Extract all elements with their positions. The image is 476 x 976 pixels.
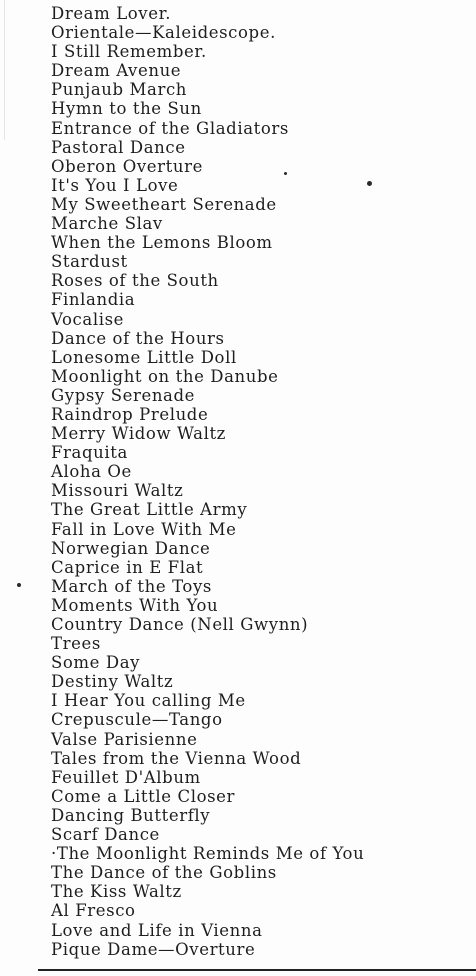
list-item: Orientale—Kaleidescope. [51, 23, 276, 43]
list-item: Trees [51, 634, 101, 654]
list-item: Pastoral Dance [51, 137, 186, 157]
list-item: Missouri Waltz [51, 481, 184, 501]
list-item: The Great Little Army [51, 500, 248, 520]
list-item: Gypsy Serenade [51, 385, 196, 405]
list-item: Dancing Butterfly [51, 805, 211, 825]
list-item: The Kiss Waltz [51, 882, 182, 902]
music-title-list [51, 4, 364, 959]
list-item: Come a Little Closer [51, 786, 236, 806]
list-item: I Still Remember. [51, 42, 207, 62]
list-item: March of the Toys [51, 576, 212, 596]
list-item: Oberon Overture [51, 156, 203, 176]
list-item: Merry Widow Waltz [51, 424, 226, 444]
list-item: Al Fresco [51, 901, 136, 921]
list-item: Entrance of the Gladiators [51, 118, 289, 138]
list-item: Dream Lover. [51, 4, 172, 23]
list-item: Crepuscule—Tango [51, 710, 223, 730]
list-item: Stardust [51, 252, 128, 272]
list-item: Hymn to the Sun [51, 99, 202, 119]
list-item: When the Lemons Bloom [51, 233, 273, 253]
ink-speck [367, 181, 372, 186]
list-item: Aloha Oe [51, 462, 132, 482]
list-item: Love and Life in Vienna [51, 920, 263, 940]
list-item: Dream Avenue [51, 61, 182, 81]
list-item: Feuillet D'Album [51, 767, 201, 787]
ink-speck [284, 172, 287, 175]
list-item: Fraquita [51, 443, 128, 463]
list-item: My Sweetheart Serenade [51, 194, 277, 214]
list-item: Lonesome Little Doll [51, 347, 237, 367]
list-item: Fall in Love With Me [51, 519, 237, 539]
list-item: Some Day [51, 653, 141, 673]
list-item: Roses of the South [51, 271, 219, 291]
list-item: Vocalise [51, 309, 124, 329]
list-item: Destiny Waltz [51, 672, 174, 692]
paper-edge-shadow [4, 0, 5, 140]
list-item: ·The Moonlight Reminds Me of You [51, 844, 365, 864]
list-item: Country Dance (Nell Gwynn) [51, 615, 309, 634]
list-item: The Dance of the Goblins [51, 863, 277, 883]
list-item: It's You I Love [51, 175, 179, 195]
list-item: I Hear You calling Me [51, 691, 246, 711]
list-item: Valse Parisienne [51, 729, 198, 749]
list-item: Punjaub March [51, 80, 188, 100]
list-item: Tales from the Vienna Wood [51, 748, 302, 768]
list-item: Moonlight on the Danube [51, 366, 279, 386]
list-item: Finlandia [51, 290, 136, 310]
list-item: Caprice in E Flat [51, 557, 204, 577]
list-item: Norwegian Dance [51, 538, 211, 558]
list-item: Dance of the Hours [51, 328, 225, 348]
ink-speck [17, 583, 21, 587]
list-item: Moments With You [51, 595, 219, 615]
bottom-rule [38, 969, 476, 971]
list-item: Raindrop Prelude [51, 404, 209, 424]
list-item: Marche Slav [51, 214, 163, 234]
list-item: Pique Dame—Overture [51, 939, 256, 959]
list-item: Scarf Dance [51, 825, 160, 845]
